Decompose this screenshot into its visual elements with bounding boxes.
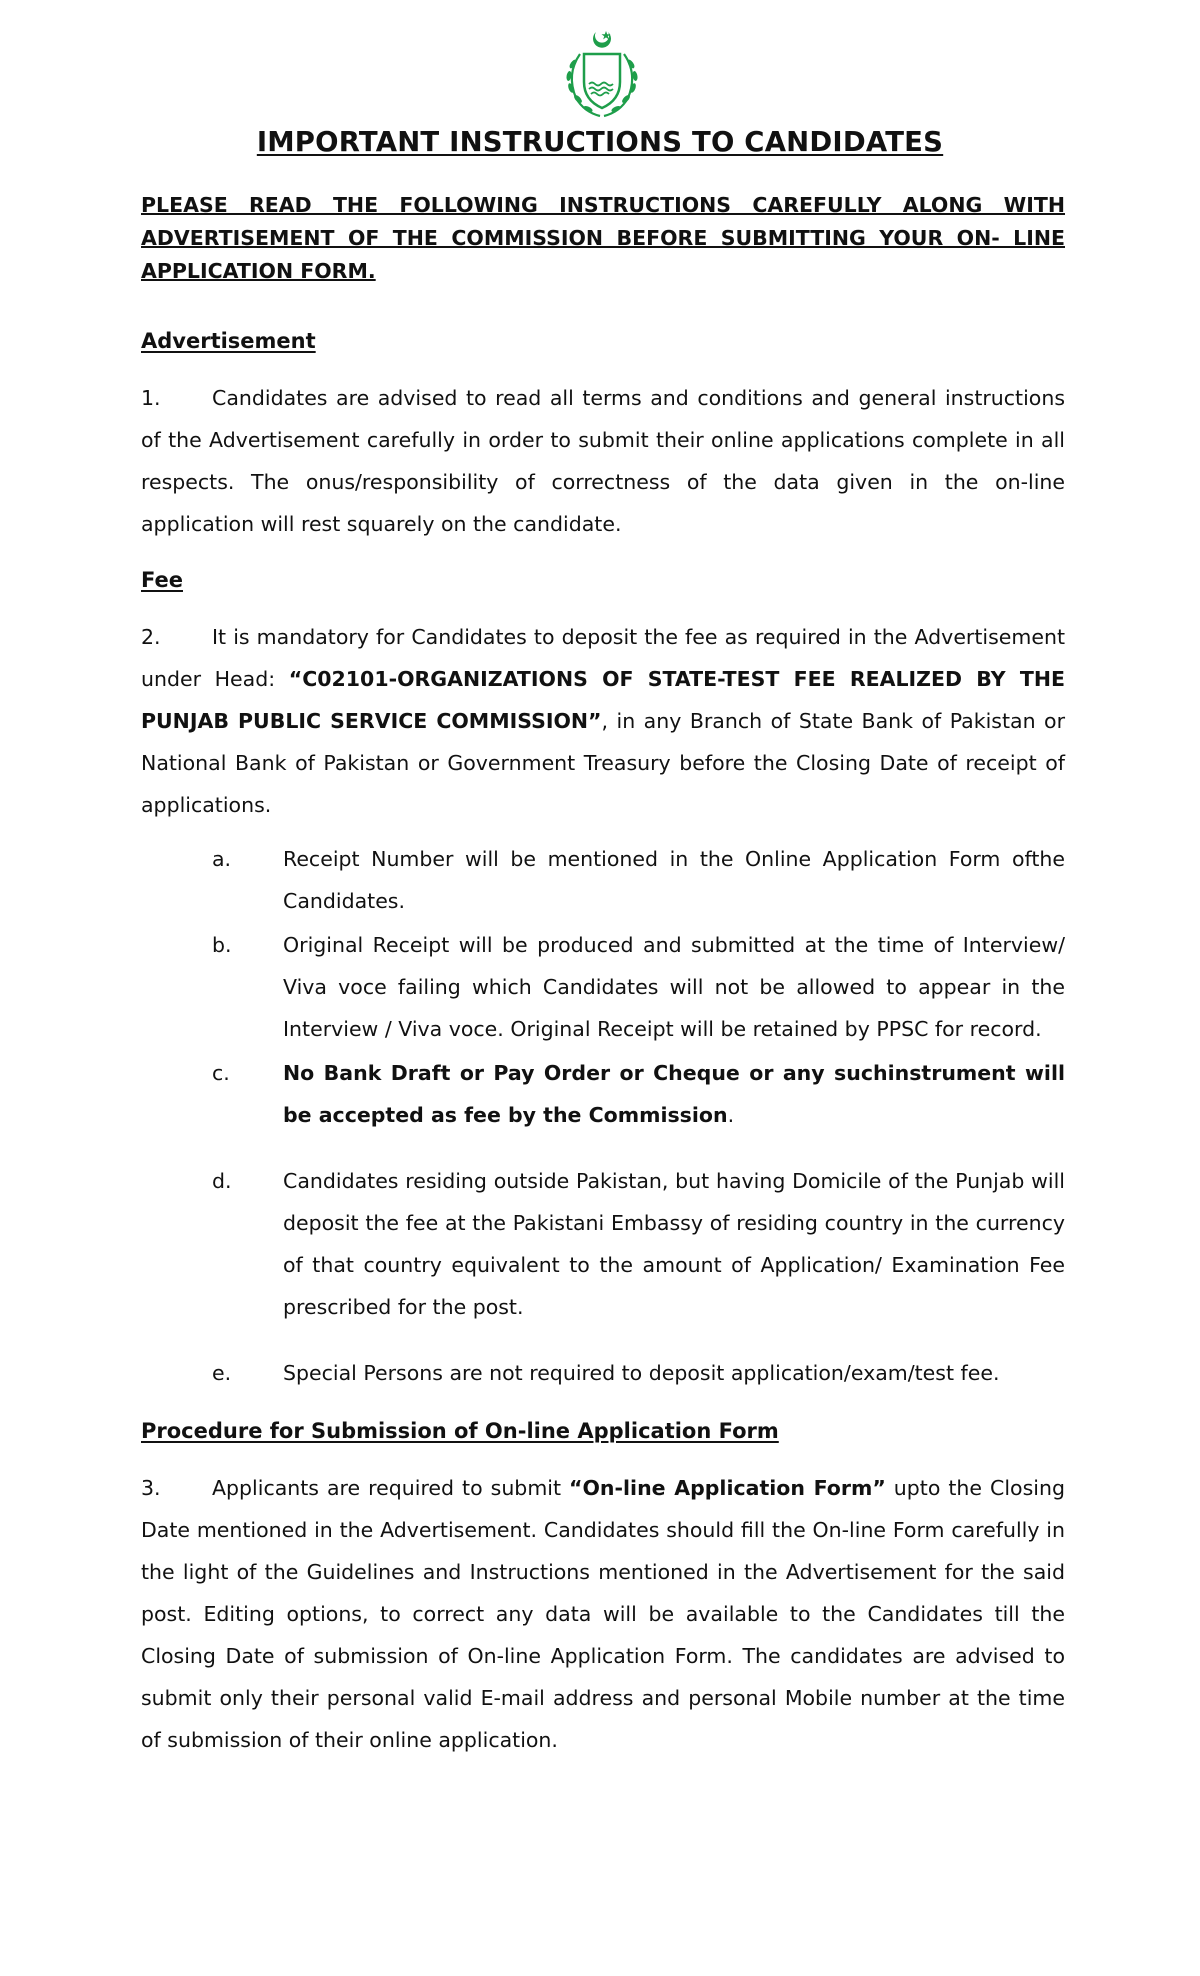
- list-item-text: Original Receipt will be produced and submitted at the time of Interview/ Viva voce failing which Candidates will not be allowed to appear in the Interview / Viva voce. Original Receipt will be retained by PPSC for record.: [283, 933, 1065, 1041]
- list-item-tail: .: [727, 1103, 735, 1127]
- list-item: [212, 924, 1065, 1050]
- list-item: [212, 838, 1065, 922]
- fee-paragraph: [141, 616, 1065, 826]
- list-item: [212, 1052, 1065, 1136]
- list-item-text: [283, 1052, 1065, 1136]
- procedure-form-name: “On-line Application Form”: [569, 1476, 886, 1500]
- list-item-text: Special Persons are not required to deposit application/exam/test fee.: [283, 1361, 1000, 1385]
- list-item-letter: a.: [212, 847, 232, 871]
- advertisement-paragraph: [141, 377, 1065, 545]
- document-body: [141, 189, 1065, 1761]
- paragraph-text: upto the Closing Date mentioned in the Advertisement. Candidates should fill the On-line Form carefully in the light of the Guidelines and Instructions mentioned in the Advertisement for the said post. Editing options, to correct any data will be available to the Candidates till the Closing Date of submission of On-line Application Form. The candidates are advised to submit only their personal valid E-mail address and personal Mobile number at the time of submission of their online application.: [141, 1476, 1065, 1752]
- list-item-text: Receipt Number will be mentioned in the Online Application Form ofthe Candidates.: [283, 847, 1065, 913]
- paragraph-number: 1.: [141, 386, 161, 410]
- advertisement-heading: Advertisement: [141, 329, 316, 353]
- paragraph-number: 2.: [141, 625, 161, 649]
- page-title: IMPORTANT INSTRUCTIONS TO CANDIDATES: [256, 126, 944, 158]
- list-item-letter: c.: [212, 1061, 230, 1085]
- paragraph-text: Applicants are required to submit: [212, 1476, 570, 1500]
- paragraph-text: It is mandatory for Candidates to deposit the fee as required in the Advertisement under Head:: [141, 625, 1065, 691]
- list-item-text: Candidates residing outside Pakistan, but having Domicile of the Punjab will deposit the fee at the Pakistani Embassy of residing country in the currency of that country equivalent to the amount of Application/ Examination Fee prescribed for the post.: [283, 1169, 1065, 1319]
- fee-heading: Fee: [141, 568, 183, 592]
- instructions-notice: PLEASE READ THE FOLLOWING INSTRUCTIONS CAREFULLY ALONG WITH ADVERTISEMENT OF THE COMMISSION BEFORE SUBMITTING YOUR ON- LINE APPLICATION FORM.: [141, 193, 1065, 283]
- paragraph-number: 3.: [141, 1476, 161, 1500]
- list-item-letter: e.: [212, 1361, 232, 1385]
- list-item: [212, 1352, 1065, 1394]
- paragraph-text: , in any Branch of State Bank of Pakistan or National Bank of Pakistan or Government Treasury before the Closing Date of receipt of applications.: [141, 709, 1065, 817]
- fee-sub-list: [212, 838, 1065, 1394]
- procedure-heading: Procedure for Submission of On-line Application Form: [141, 1419, 779, 1443]
- list-item: [212, 1160, 1065, 1328]
- procedure-paragraph: [141, 1467, 1065, 1761]
- list-item-letter: b.: [212, 933, 232, 957]
- list-item-bold-text: No Bank Draft or Pay Order or Cheque or any suchinstrument will be accepted as fee by the Commission: [283, 1061, 1065, 1127]
- ppsc-emblem-icon: [552, 26, 652, 126]
- list-item-letter: d.: [212, 1169, 232, 1193]
- paragraph-text: Candidates are advised to read all terms and conditions and general instructions of the Advertisement carefully in order to submit their online applications complete in all respects. The onus/responsibility of correctness of the data given in the on-line application will rest squarely on the candidate.: [141, 386, 1065, 536]
- fee-head-code: “C02101-ORGANIZATIONS OF STATE-TEST FEE REALIZED BY THE PUNJAB PUBLIC SERVICE COMMISSION”: [141, 667, 1065, 733]
